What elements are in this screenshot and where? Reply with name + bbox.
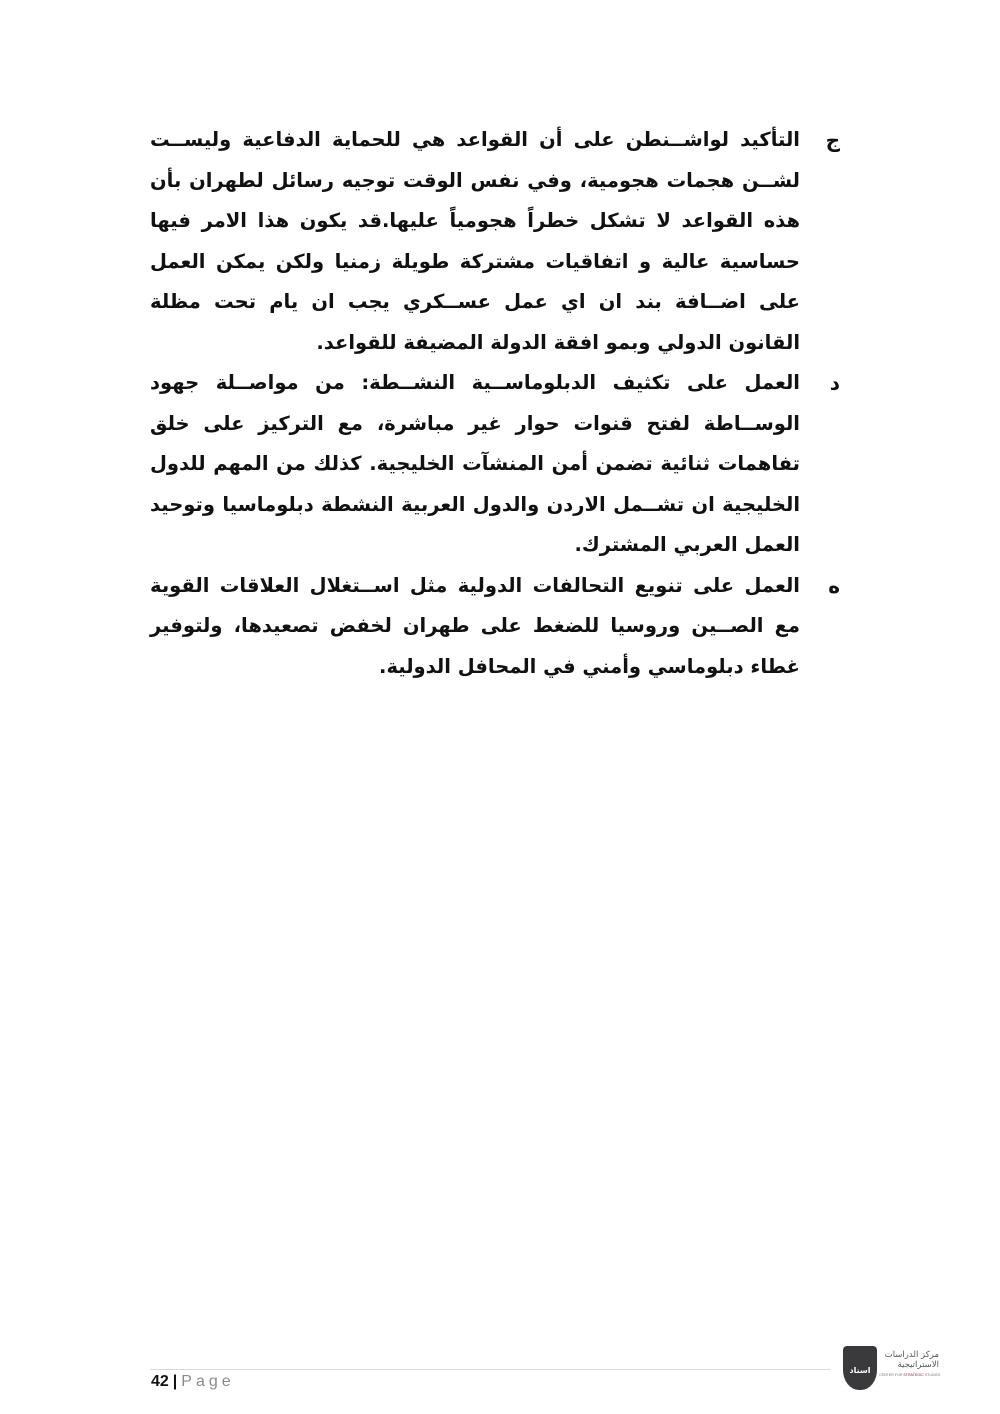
document-body	[150, 120, 840, 687]
list-marker: ه	[828, 573, 840, 598]
list-marker: ج	[825, 128, 840, 152]
list-item	[150, 120, 840, 363]
list-marker: د	[829, 371, 840, 395]
list-item-text: العمل على تنويع التحالفات الدولية مثل اســتغلال العلاقات القوية مع الصــين وروسيا للضغط على طهران لخفض تصعيدها، ولتوفير غطاء دبلوماسي وأمني في المحافل الدولية.	[150, 573, 800, 678]
logo-arabic-name	[879, 1350, 939, 1370]
page-number-label	[151, 1373, 235, 1391]
logo-english-name	[879, 1373, 941, 1377]
page-number: 42	[151, 1373, 169, 1390]
page-separator: |	[172, 1373, 178, 1390]
shield-text: اسناد	[849, 1366, 871, 1375]
center-logo	[843, 1346, 943, 1392]
logo-arabic-line2: الاستراتيجية	[897, 1360, 939, 1370]
list-item-text: العمل على تكثيف الدبلوماســية النشــطة: من مواصــلة جهود الوســاطة لفتح قنوات حوار غير مباشرة، مع التركيز على خلق تفاهمات ثنائية تضمن أمن المنشآت الخليجية. كذلك من المهم للدول الخليجية ان تشــمل الاردن والدول العربية النشطة دبلوماسيا وتوحيد العمل العربي المشترك.	[150, 371, 800, 556]
list-item	[150, 566, 840, 688]
footer-divider	[150, 1369, 830, 1370]
list-item-text: التأكيد لواشــنطن على أن القواعد هي للحماية الدفاعية وليســت لشــن هجمات هجومية، وفي نفس الوقت توجيه رسائل لطهران بأن هذه القواعد لا تشكل خطراً هجومياً عليها.قد يكون هذا الامر فيها حساسية عالية و اتفاقيات مشتركة طويلة زمنيا ولكن يمكن العمل على اضــافة بند ان اي عمل عســكري يجب ان يام تحت مظلة القانون الدولي وبمو افقة الدولة المضيفة للقواعد.	[150, 128, 800, 354]
list-item	[150, 363, 840, 566]
shield-logo-icon	[843, 1346, 877, 1390]
logo-english-accent: STRATEGIC	[903, 1373, 924, 1377]
page-word: Page	[181, 1373, 235, 1390]
logo-english-prefix: CENTER FOR	[879, 1373, 904, 1377]
logo-arabic-line1: مركز الدراسات	[884, 1350, 939, 1360]
logo-english-suffix: STUDIES	[923, 1373, 941, 1377]
